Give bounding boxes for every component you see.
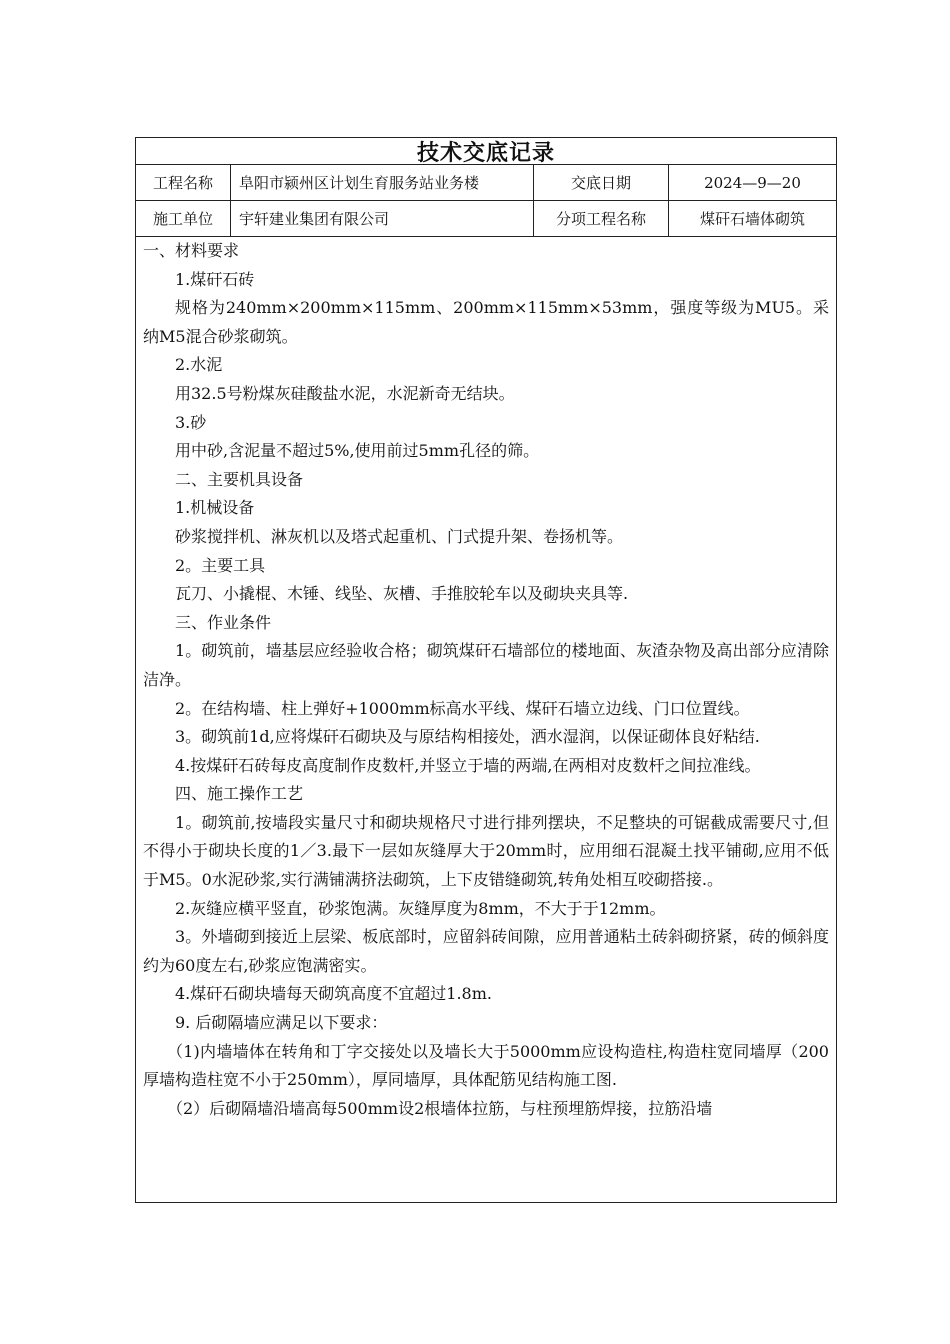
contractor-value: 宇轩建业集团有限公司 (231, 201, 534, 236)
paragraph: 瓦刀、小撬棍、木锤、线坠、灰槽、手推胶轮车以及砌块夹具等. (175, 584, 629, 604)
sub-project-value: 煤矸石墙体砌筑 (699, 210, 805, 228)
paragraph: 3。外墙砌到接近上层梁、板底部时，应留斜砖间隙，应用普通粘土砖斜砌挤紧，砖的倾斜度约为60度左右,砂浆应饱满密实。 (143, 927, 829, 975)
paragraph: 3。砌筑前1d,应将煤矸石砌块及与原结构相接处，洒水湿润，以保证砌体良好粘结. (175, 727, 760, 747)
paragraph: 用32.5号粉煤灰硅酸盐水泥，水泥新奇无结块。 (175, 383, 515, 403)
paragraph: 4.煤矸石砌块墙每天砌筑高度不宜超过1.8m. (175, 984, 492, 1004)
project-name-value: 阜阳市颍州区计划生育服务站业务楼 (231, 165, 534, 200)
disclosure-date-label: 交底日期 (534, 165, 669, 200)
paragraph: 4.按煤矸石砖每皮高度制作皮数杆,并竖立于墙的两端,在两相对皮数杆之间拉准线。 (175, 755, 761, 775)
sub-project-label: 分项工程名称 (534, 201, 669, 236)
item-heading: 2.水泥 (175, 355, 223, 375)
disclosure-content (136, 237, 836, 1123)
paragraph: （2）后砌隔墙沿墙高每500mm设2根墙体拉筋，与柱预埋筋焊接，拉筋沿墙 (167, 1098, 713, 1118)
info-row-project (136, 165, 836, 201)
section-heading: 三、作业条件 (175, 612, 272, 632)
technical-disclosure-form (135, 137, 837, 1203)
section-heading: 四、施工操作工艺 (175, 784, 304, 804)
project-name-label: 工程名称 (136, 165, 231, 200)
paragraph: 规格为240mm×200mm×115mm、200mm×115mm×53mm，强度等级为MU5。采纳M5混合砂浆砌筑。 (143, 298, 829, 346)
form-title: 技术交底记录 (136, 138, 836, 165)
paragraph: 1。砌筑前,按墙段实量尺寸和砌块规格尺寸进行排列摆块，不足整块的可锯截成需要尺寸,但不得小于砌块长度的1／3.最下一层如灰缝厚大于20mm时，应用细石混凝土找平铺砌,应用不低于M5。0水泥砂浆,实行满铺满挤法砌筑，上下皮错缝砌筑,转角处相互咬砌搭接.。 (143, 812, 829, 890)
paragraph: 用中砂,含泥量不超过5%,使用前过5mm孔径的筛。 (175, 441, 540, 461)
item-heading: 1.机械设备 (175, 498, 255, 518)
item-heading: 2。主要工具 (175, 555, 266, 575)
paragraph: 2.灰缝应横平竖直，砂浆饱满。灰缝厚度为8mm，不大于于12mm。 (175, 898, 666, 918)
paragraph: 1。砌筑前，墙基层应经验收合格；砌筑煤矸石墙部位的楼地面、灰渣杂物及高出部分应清除洁净。 (143, 641, 829, 689)
info-row-contractor (136, 201, 836, 237)
section-heading: 一、材料要求 (143, 241, 240, 260)
disclosure-date-value: 2024—9—20 (704, 173, 801, 192)
paragraph: 2。在结构墙、柱上弹好+1000mm标高水平线、煤矸石墙立边线、门口位置线。 (175, 698, 750, 718)
paragraph: 9. 后砌隔墙应满足以下要求： (175, 1013, 388, 1033)
contractor-label: 施工单位 (136, 201, 231, 236)
paragraph: （1)内墙墙体在转角和丁字交接处以及墙长大于5000mm应设构造柱,构造柱宽同墙厚（200厚墙构造柱宽不小于250mm），厚同墙厚，具体配筋见结构施工图. (143, 1041, 829, 1090)
item-heading: 3.砂 (175, 412, 207, 432)
paragraph: 砂浆搅拌机、淋灰机以及塔式起重机、门式提升架、卷扬机等。 (175, 526, 624, 546)
item-heading: 1.煤矸石砖 (175, 269, 255, 289)
section-heading: 二、主要机具设备 (175, 469, 304, 489)
